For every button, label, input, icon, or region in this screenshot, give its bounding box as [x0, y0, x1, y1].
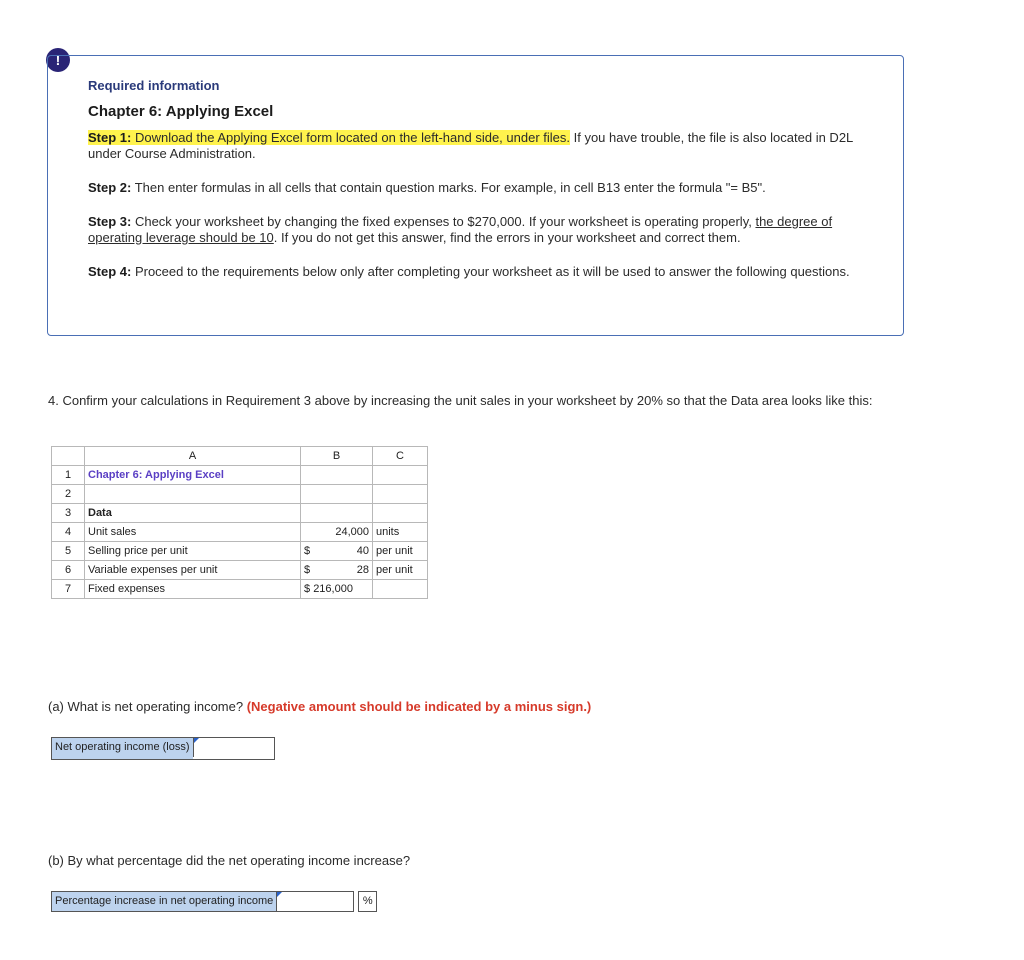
- question-a-text: (a) What is net operating income? (Negative amount should be indicated by a minus sign.): [48, 699, 592, 714]
- cell-a1: Chapter 6: Applying Excel: [85, 466, 301, 485]
- cell-a6: Variable expenses per unit: [85, 561, 301, 580]
- question-4-text: 4. Confirm your calculations in Requirement 3 above by increasing the unit sales in your worksheet by 20% so that the Data area looks like this:: [48, 393, 873, 408]
- cell-a4: Unit sales: [85, 523, 301, 542]
- table-row: 3 Data: [52, 504, 428, 523]
- column-header-a: A: [85, 447, 301, 466]
- step-2: Step 2: Then enter formulas in all cells that contain question marks. For example, in cell B13 enter the formula "= B5".: [88, 180, 766, 195]
- info-title: Required information: [88, 78, 220, 93]
- cell-a3: Data: [85, 504, 301, 523]
- net-operating-income-input[interactable]: [193, 738, 274, 757]
- net-operating-income-label: Net operating income (loss): [52, 738, 193, 759]
- cell-c5: per unit: [373, 542, 428, 561]
- cell-a5: Selling price per unit: [85, 542, 301, 561]
- cell-b5: $ 40: [301, 542, 373, 561]
- corner-cell: [52, 447, 85, 466]
- required-information-box: [47, 55, 904, 336]
- cell-c6: per unit: [373, 561, 428, 580]
- percentage-increase-row: [51, 891, 377, 912]
- column-header-c: C: [373, 447, 428, 466]
- step-3: Step 3: Check your worksheet by changing the fixed expenses to $270,000. If your worksheet is operating properly, the degree of operating leverage should be 10. If you do not get this answer, find the errors in your worksheet and correct them.: [88, 214, 833, 245]
- cell-b4: 24,000: [301, 523, 373, 542]
- net-operating-income-row: [51, 737, 275, 760]
- cell-b6: $ 28: [301, 561, 373, 580]
- cell-c4: units: [373, 523, 428, 542]
- step-1: Step 1: Download the Applying Excel form located on the left-hand side, under files. If you have trouble, the file is also located in D2L under Course Administration.: [88, 130, 853, 161]
- info-chapter: Chapter 6: Applying Excel: [88, 103, 274, 120]
- column-header-b: B: [301, 447, 373, 466]
- table-row: 4 Unit sales 24,000 units: [52, 523, 428, 542]
- table-row: 7 Fixed expenses $ 216,000: [52, 580, 428, 599]
- table-row: 1 Chapter 6: Applying Excel: [52, 466, 428, 485]
- table-row: 2: [52, 485, 428, 504]
- question-b-text: (b) By what percentage did the net operating income increase?: [48, 853, 411, 868]
- cell-a7: Fixed expenses: [85, 580, 301, 599]
- table-row: 5 Selling price per unit $ 40 per unit: [52, 542, 428, 561]
- step-4: Step 4: Proceed to the requirements below only after completing your worksheet as it will be used to answer the following questions.: [88, 264, 850, 279]
- percentage-increase-label: Percentage increase in net operating income: [51, 891, 277, 912]
- percent-unit-label: %: [358, 891, 377, 912]
- percentage-increase-input[interactable]: [277, 891, 354, 912]
- excel-data-table: [51, 446, 428, 599]
- alert-icon: !: [46, 48, 70, 72]
- cell-b7: $ 216,000: [301, 580, 373, 599]
- table-row: 6 Variable expenses per unit $ 28 per unit: [52, 561, 428, 580]
